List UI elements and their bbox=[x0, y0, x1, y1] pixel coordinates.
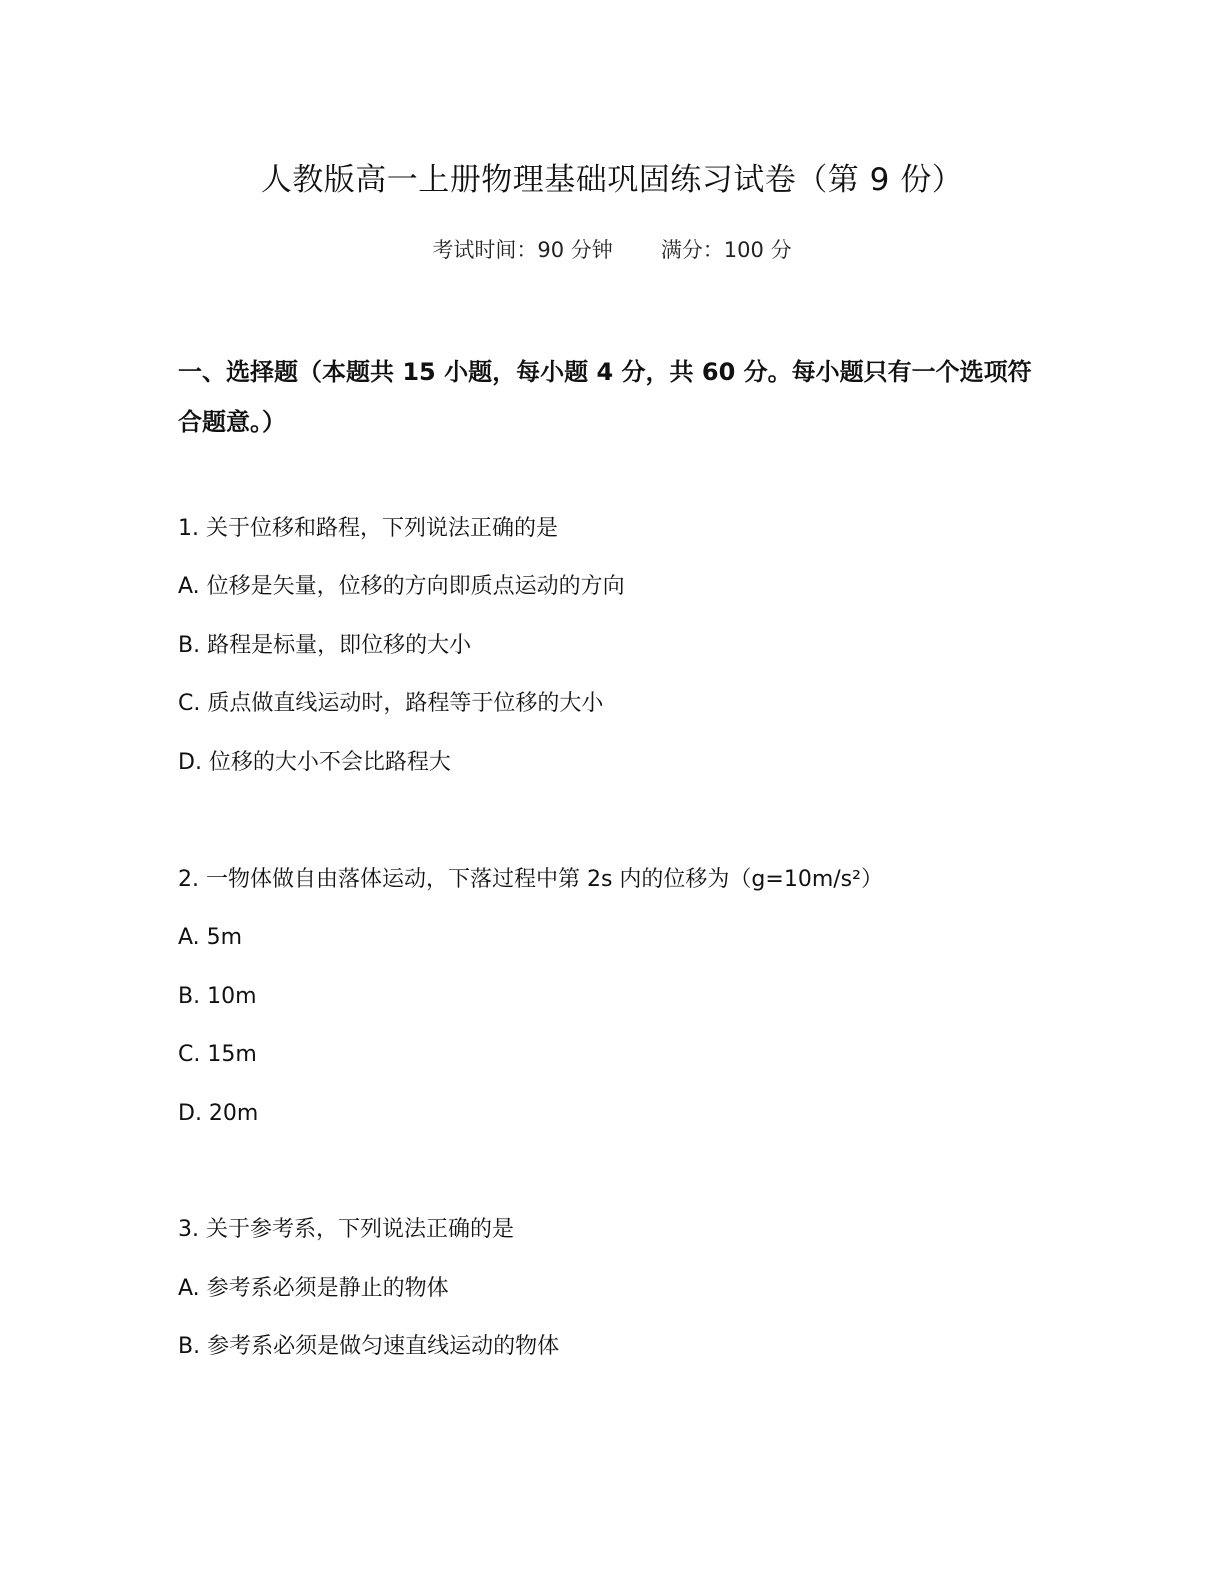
question-stem: 2. 一物体做自由落体运动，下落过程中第 2s 内的位移为（g=10m/s²） bbox=[178, 867, 883, 892]
exam-time: 考试时间：90 分钟 bbox=[432, 238, 613, 262]
page-title: 人教版高一上册物理基础巩固练习试卷（第 9 份） bbox=[260, 162, 964, 198]
question-option: B. 路程是标量，即位移的大小 bbox=[178, 633, 472, 658]
question-option: A. 5m bbox=[178, 925, 243, 950]
question-option: A. 参考系必须是静止的物体 bbox=[178, 1276, 449, 1301]
question-option: D. 20m bbox=[178, 1101, 259, 1126]
question-option: B. 10m bbox=[178, 984, 257, 1009]
question-option: D. 位移的大小不会比路程大 bbox=[178, 750, 451, 775]
question-stem: 3. 关于参考系，下列说法正确的是 bbox=[178, 1217, 514, 1242]
question-option: B. 参考系必须是做匀速直线运动的物体 bbox=[178, 1334, 560, 1359]
section-heading: 一、选择题（本题共 15 小题，每小题 4 分，共 60 分。每小题只有一个选项符合题意。） bbox=[178, 358, 1032, 436]
question-stem: 1. 关于位移和路程，下列说法正确的是 bbox=[178, 516, 558, 541]
question-option: A. 位移是矢量，位移的方向即质点运动的方向 bbox=[178, 574, 625, 599]
question-option: C. 质点做直线运动时，路程等于位移的大小 bbox=[178, 691, 604, 716]
question-option: C. 15m bbox=[178, 1042, 257, 1067]
full-score: 满分：100 分 bbox=[660, 238, 792, 262]
exam-info bbox=[0, 234, 1224, 266]
